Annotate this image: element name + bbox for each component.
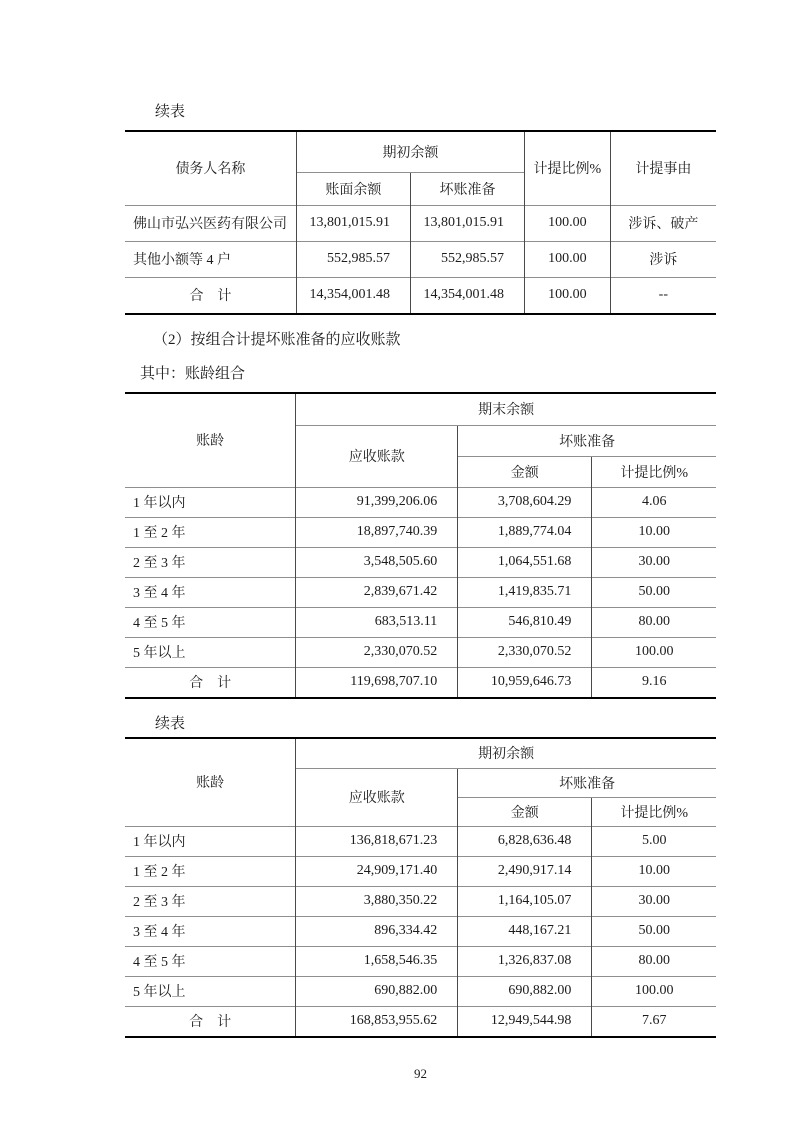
debtor-name-cell: 佛山市弘兴医药有限公司 (125, 205, 296, 241)
amount-cell: 1,326,837.08 (458, 946, 592, 976)
table-row (125, 826, 716, 856)
aging-cell: 4 至 5 年 (125, 946, 296, 976)
header-provision-reason: 计提事由 (610, 132, 716, 205)
receivables-cell: 1,658,546.35 (296, 946, 458, 976)
receivables-cell: 896,334.42 (296, 916, 458, 946)
ratio-cell: 100.00 (592, 976, 716, 1006)
bad-debt-provision-cell: 14,354,001.48 (410, 277, 524, 313)
ratio-cell: 50.00 (592, 577, 716, 607)
ratio-cell: 10.00 (592, 856, 716, 886)
table-row (125, 577, 716, 607)
ratio-cell: 9.16 (592, 667, 716, 697)
table3-header (125, 739, 716, 826)
aging-cell: 1 至 2 年 (125, 856, 296, 886)
header-bad-debt-provision: 坏账准备 (410, 172, 524, 205)
aging-cell: 1 至 2 年 (125, 517, 296, 547)
aging-cell: 3 至 4 年 (125, 577, 296, 607)
amount-cell: 1,889,774.04 (458, 517, 592, 547)
header-provision-ratio: 计提比例% (592, 797, 716, 826)
header-provision-ratio: 计提比例% (592, 456, 716, 487)
amount-cell: 1,164,105.07 (458, 886, 592, 916)
receivables-cell: 91,399,206.06 (296, 487, 458, 517)
aging-cell: 4 至 5 年 (125, 607, 296, 637)
table-row (125, 547, 716, 577)
receivables-cell: 2,330,070.52 (296, 637, 458, 667)
section-heading: （2）按组合计提坏账准备的应收账款 (153, 332, 401, 348)
aging-cell: 3 至 4 年 (125, 916, 296, 946)
amount-cell: 12,949,544.98 (458, 1006, 592, 1036)
receivables-cell: 24,909,171.40 (296, 856, 458, 886)
aging-cell: 1 年以内 (125, 826, 296, 856)
amount-cell: 10,959,646.73 (458, 667, 592, 697)
table-row (125, 976, 716, 1006)
amount-cell: 2,490,917.14 (458, 856, 592, 886)
receivables-cell: 3,548,505.60 (296, 547, 458, 577)
ratio-cell: 30.00 (592, 547, 716, 577)
aging-cell: 2 至 3 年 (125, 886, 296, 916)
table-row (125, 637, 716, 667)
receivables-cell: 3,880,350.22 (296, 886, 458, 916)
header-book-balance: 账面余额 (296, 172, 410, 205)
receivables-cell: 2,839,671.42 (296, 577, 458, 607)
header-aging: 账龄 (196, 776, 225, 792)
receivables-cell: 119,698,707.10 (296, 667, 458, 697)
ratio-cell: 100.00 (592, 637, 716, 667)
book-balance-cell: 552,985.57 (296, 241, 410, 277)
header-bad-debt-provision: 坏账准备 (458, 425, 716, 456)
amount-cell: 448,167.21 (458, 916, 592, 946)
amount-cell: 6,828,636.48 (458, 826, 592, 856)
table1-header (125, 132, 716, 205)
ratio-cell: 30.00 (592, 886, 716, 916)
table-row (125, 856, 716, 886)
ratio-cell: 5.00 (592, 826, 716, 856)
table1-continued-label: 续表 (155, 104, 186, 120)
table-row (125, 517, 716, 547)
ratio-cell: 7.67 (592, 1006, 716, 1036)
ratio-cell: 50.00 (592, 916, 716, 946)
total-label-cell: 合 计 (125, 1006, 296, 1036)
header-beginning-balance: 期初余额 (296, 739, 716, 768)
aging-ending-balance-table (125, 394, 716, 697)
table-row (125, 946, 716, 976)
page-number: 92 (414, 1066, 427, 1081)
book-balance-cell: 13,801,015.91 (296, 205, 410, 241)
table2-wrapper (125, 392, 716, 699)
amount-cell: 1,064,551.68 (458, 547, 592, 577)
amount-cell: 3,708,604.29 (458, 487, 592, 517)
amount-cell: 2,330,070.52 (458, 637, 592, 667)
total-label-cell: 合 计 (125, 277, 296, 313)
table3-continued-label: 续表 (155, 716, 186, 732)
table-row (125, 607, 716, 637)
reason-cell: 涉诉、破产 (610, 205, 716, 241)
receivables-cell: 136,818,671.23 (296, 826, 458, 856)
receivables-cell: 683,513.11 (296, 607, 458, 637)
total-label-cell: 合 计 (125, 667, 296, 697)
ratio-cell: 100.00 (525, 205, 611, 241)
table1-wrapper (125, 130, 716, 315)
header-receivables: 应收账款 (296, 425, 458, 487)
header-amount: 金额 (458, 797, 592, 826)
header-amount: 金额 (458, 456, 592, 487)
header-aging: 账龄 (196, 434, 225, 450)
header-receivables: 应收账款 (296, 768, 458, 826)
ratio-cell: 80.00 (592, 607, 716, 637)
section-subheading: 其中：账龄组合 (140, 366, 246, 382)
table-row (125, 241, 716, 277)
header-bad-debt-provision: 坏账准备 (458, 768, 716, 797)
aging-cell: 2 至 3 年 (125, 547, 296, 577)
table-row (125, 205, 716, 241)
ratio-cell: 10.00 (592, 517, 716, 547)
aging-cell: 5 年以上 (125, 637, 296, 667)
table-row (125, 886, 716, 916)
header-beginning-balance: 期初余额 (296, 132, 524, 172)
amount-cell: 1,419,835.71 (458, 577, 592, 607)
ratio-cell: 4.06 (592, 487, 716, 517)
debtor-name-cell: 其他小额等 4 户 (125, 241, 296, 277)
aging-cell: 1 年以内 (125, 487, 296, 517)
aging-beginning-balance-table (125, 739, 716, 1036)
header-ending-balance: 期末余额 (296, 394, 716, 425)
total-row (125, 667, 716, 697)
amount-cell: 546,810.49 (458, 607, 592, 637)
table-row (125, 916, 716, 946)
receivables-cell: 168,853,955.62 (296, 1006, 458, 1036)
table3-wrapper (125, 737, 716, 1038)
total-row (125, 1006, 716, 1036)
aging-cell: 5 年以上 (125, 976, 296, 1006)
book-balance-cell: 14,354,001.48 (296, 277, 410, 313)
header-provision-ratio: 计提比例% (525, 132, 611, 205)
total-row (125, 277, 716, 313)
ratio-cell: 100.00 (525, 277, 611, 313)
ratio-cell: 100.00 (525, 241, 611, 277)
header-debtor-name: 债务人名称 (175, 162, 246, 178)
ratio-cell: 80.00 (592, 946, 716, 976)
receivables-cell: 690,882.00 (296, 976, 458, 1006)
amount-cell: 690,882.00 (458, 976, 592, 1006)
reason-cell: -- (610, 277, 716, 313)
reason-cell: 涉诉 (610, 241, 716, 277)
table-row (125, 487, 716, 517)
debtor-provision-table (125, 132, 716, 313)
bad-debt-provision-cell: 13,801,015.91 (410, 205, 524, 241)
table2-header (125, 394, 716, 487)
bad-debt-provision-cell: 552,985.57 (410, 241, 524, 277)
receivables-cell: 18,897,740.39 (296, 517, 458, 547)
